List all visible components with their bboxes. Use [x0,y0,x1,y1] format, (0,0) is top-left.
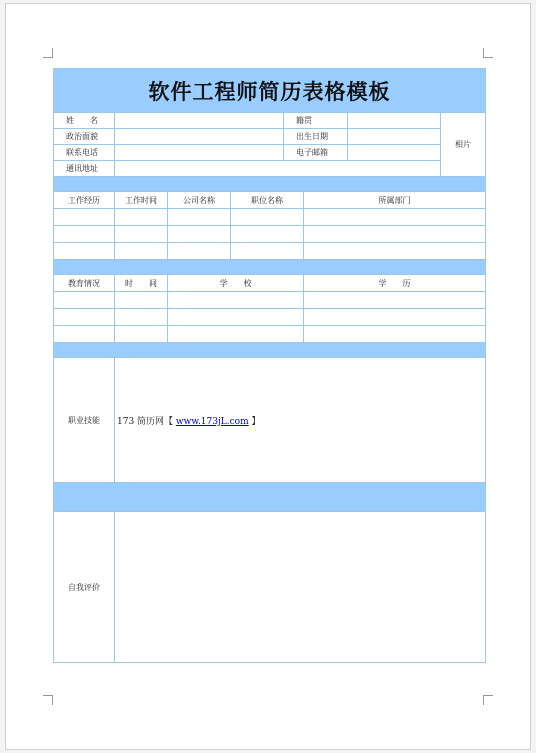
work-cell[interactable] [231,243,304,260]
work-header: 公司名称 [168,192,231,209]
education-cell[interactable] [304,309,486,326]
section-band [54,343,486,358]
skills-text-prefix: 173 简历网【 [117,416,176,427]
education-cell[interactable] [115,309,168,326]
crop-mark-top-right [483,48,493,58]
phone-field[interactable] [115,145,284,161]
work-cell[interactable] [168,226,231,243]
politics-label: 政治面貌 [54,129,115,145]
hometown-field[interactable] [348,113,441,129]
work-cell[interactable] [115,226,168,243]
skills-text-suffix: 】 [248,416,261,427]
work-header: 工作经历 [54,192,115,209]
education-cell[interactable] [168,309,304,326]
work-cell[interactable] [304,209,486,226]
work-cell[interactable] [304,226,486,243]
education-header: 教育情况 [54,275,115,292]
work-header: 工作时间 [115,192,168,209]
birth-field[interactable] [348,129,441,145]
work-cell[interactable] [231,209,304,226]
photo-label[interactable]: 相片 [441,113,486,177]
work-cell[interactable] [54,226,115,243]
phone-label: 联系电话 [54,145,115,161]
education-cell[interactable] [54,292,115,309]
crop-mark-bottom-right [483,695,493,705]
email-field[interactable] [348,145,441,161]
skills-link[interactable]: www.173jL.com [175,416,249,427]
education-cell[interactable] [304,326,486,343]
education-cell[interactable] [54,326,115,343]
education-cell[interactable] [168,326,304,343]
table-row [54,326,486,343]
table-row [54,292,486,309]
skills-content[interactable] [115,358,486,483]
section-band [54,177,486,192]
education-header: 学 校 [168,275,304,292]
work-cell[interactable] [168,209,231,226]
address-label: 通讯地址 [54,161,115,177]
education-header: 时 间 [115,275,168,292]
address-field[interactable] [115,161,441,177]
page-title: 软件工程师简历表格模板 [54,69,486,113]
work-header: 职位名称 [231,192,304,209]
work-cell[interactable] [115,243,168,260]
self-eval-label: 自我评价 [54,512,115,663]
work-cell[interactable] [54,209,115,226]
education-cell[interactable] [304,292,486,309]
section-band [54,260,486,275]
table-row [54,226,486,243]
work-cell[interactable] [231,226,304,243]
self-eval-content[interactable] [115,512,486,663]
table-row [54,243,486,260]
table-row [54,209,486,226]
work-cell[interactable] [168,243,231,260]
work-cell[interactable] [54,243,115,260]
crop-mark-bottom-left [43,695,53,705]
crop-mark-top-left [43,48,53,58]
resume-table [53,68,486,663]
education-header: 学 历 [304,275,486,292]
work-cell[interactable] [304,243,486,260]
email-label: 电子邮箱 [284,145,348,161]
hometown-label: 籍贯 [284,113,348,129]
education-cell[interactable] [168,292,304,309]
politics-field[interactable] [115,129,284,145]
work-header: 所属部门 [304,192,486,209]
skills-label: 职业技能 [54,358,115,483]
section-band [54,483,486,512]
education-cell[interactable] [115,326,168,343]
name-label: 姓 名 [54,113,115,129]
education-cell[interactable] [54,309,115,326]
birth-label: 出生日期 [284,129,348,145]
name-field[interactable] [115,113,284,129]
education-cell[interactable] [115,292,168,309]
table-row [54,309,486,326]
work-cell[interactable] [115,209,168,226]
